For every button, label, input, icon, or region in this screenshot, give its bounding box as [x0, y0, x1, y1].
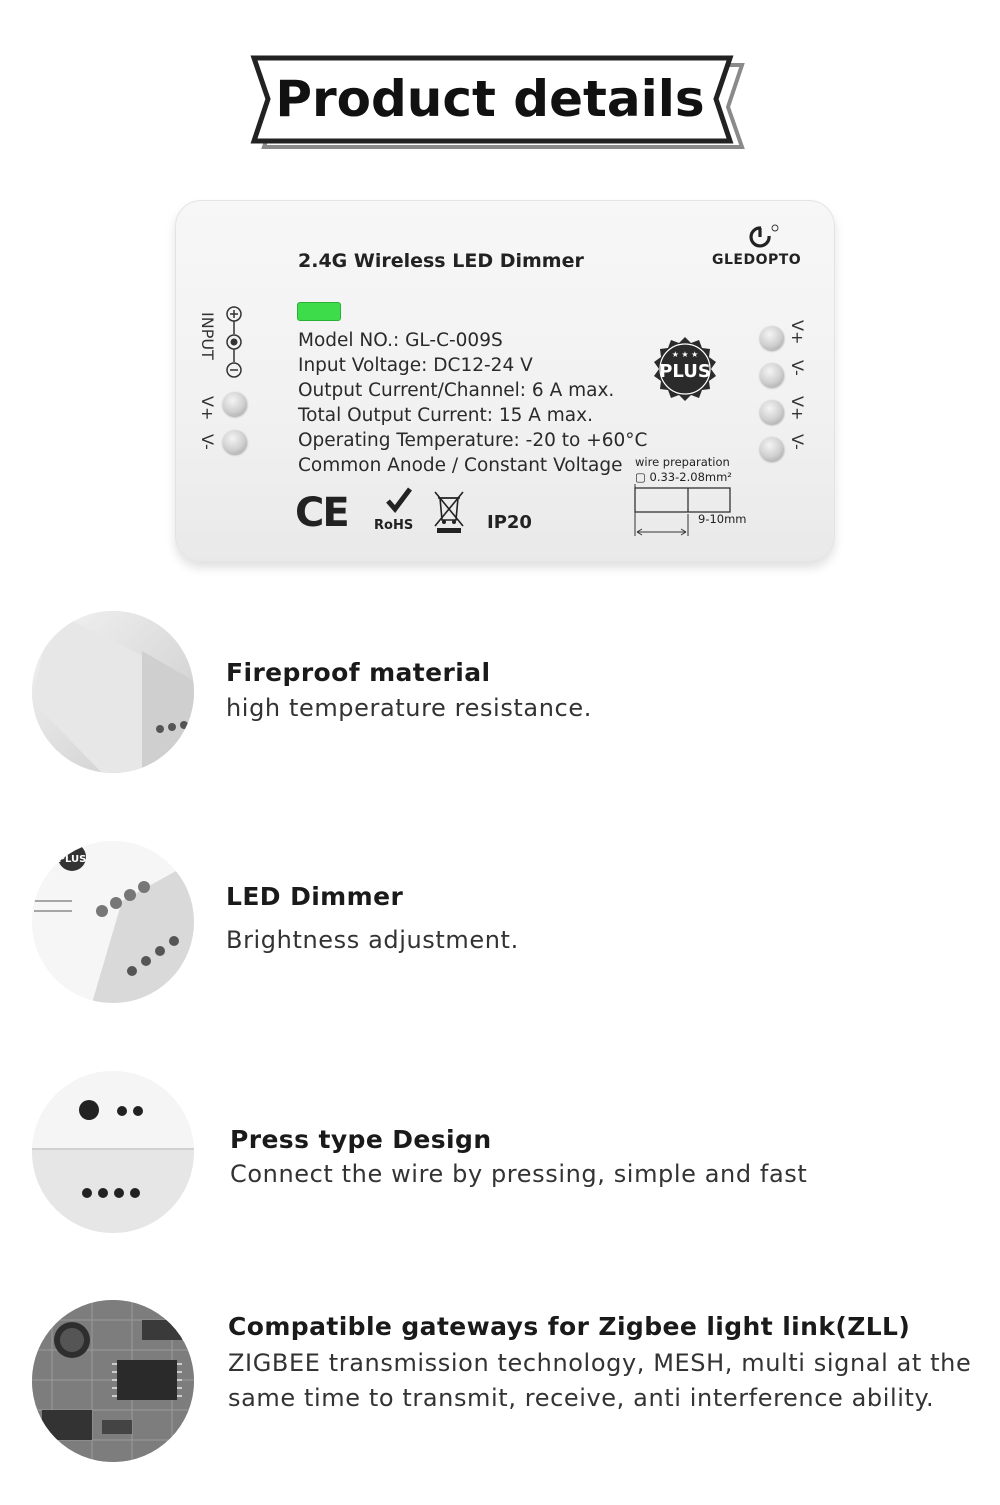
- feature-desc-zigbee: ZIGBEE transmission technology, MESH, multi signal at the same time to transmit, receive, anti interference ability.: [228, 1349, 972, 1412]
- wire-prep-size: ▢ 0.33-2.08mm²: [635, 470, 732, 484]
- brand-name: GLEDOPTO: [712, 252, 802, 268]
- plus-badge: [650, 335, 720, 409]
- led-dimmer-device: [175, 200, 835, 562]
- spec-model: Model NO.: GL-C-009S: [298, 330, 503, 351]
- status-led: [297, 302, 341, 321]
- right-port-label-3: V+: [788, 396, 807, 421]
- feature-title-led-dimmer: LED Dimmer: [226, 882, 404, 911]
- press-type-photo: [32, 1071, 194, 1233]
- rohs-mark: RoHS: [374, 518, 414, 533]
- device-title: 2.4G Wireless LED Dimmer: [298, 250, 584, 272]
- right-port-label-2: V-: [788, 360, 807, 376]
- right-port-4: [760, 437, 784, 461]
- right-port-label-1: V+: [788, 320, 807, 345]
- fireproof-material-photo: [32, 611, 194, 773]
- right-port-label-4: V-: [788, 434, 807, 450]
- rohs-check-icon: [380, 487, 416, 513]
- circuit-board-photo: [32, 1300, 194, 1462]
- ip-rating: IP20: [487, 512, 532, 533]
- svg-text:★ ★ ★: ★ ★ ★: [671, 350, 699, 359]
- feature-desc-led-dimmer: Brightness adjustment.: [226, 926, 519, 954]
- banner-title: Product details: [275, 70, 705, 128]
- spec-total-current: Total Output Current: 15 A max.: [298, 405, 593, 426]
- wire-prep-title: wire preparation: [635, 455, 730, 469]
- feature-title-fireproof: Fireproof material: [226, 658, 491, 687]
- right-port-1: [760, 326, 784, 350]
- led-dimmer-photo: [32, 841, 194, 1003]
- feature-desc-fireproof: high temperature resistance.: [226, 694, 592, 722]
- spec-common-anode: Common Anode / Constant Voltage: [298, 455, 623, 476]
- left-port-vplus: [223, 392, 247, 416]
- left-port-label-vplus: V+: [198, 396, 217, 421]
- weee-bin-icon: [432, 490, 466, 534]
- feature-title-zigbee: Compatible gateways for Zigbee light link(ZLL): [228, 1312, 911, 1341]
- spec-output-current: Output Current/Channel: 6 A max.: [298, 380, 615, 401]
- wire-length: 9-10mm: [698, 512, 747, 526]
- feature-desc-press-type: Connect the wire by pressing, simple and fast: [230, 1160, 808, 1188]
- right-port-2: [760, 363, 784, 387]
- ce-mark: CE: [295, 490, 348, 536]
- left-port-label-vminus: V-: [198, 434, 217, 450]
- spec-input-voltage: Input Voltage: DC12-24 V: [298, 355, 533, 376]
- plus-seal-icon: [650, 335, 720, 405]
- input-label: INPUT: [198, 312, 217, 360]
- product-details-banner: [250, 55, 750, 151]
- feature-title-press-type: Press type Design: [230, 1125, 492, 1154]
- svg-text:PLUS: PLUS: [659, 361, 711, 382]
- svg-text:PLUS: PLUS: [57, 854, 87, 865]
- left-port-vminus: [223, 430, 247, 454]
- input-polarity-icon: [223, 305, 245, 379]
- gledopto-logo-icon: [745, 224, 779, 252]
- spec-temperature: Operating Temperature: -20 to +60°C: [298, 430, 648, 451]
- right-port-3: [760, 400, 784, 424]
